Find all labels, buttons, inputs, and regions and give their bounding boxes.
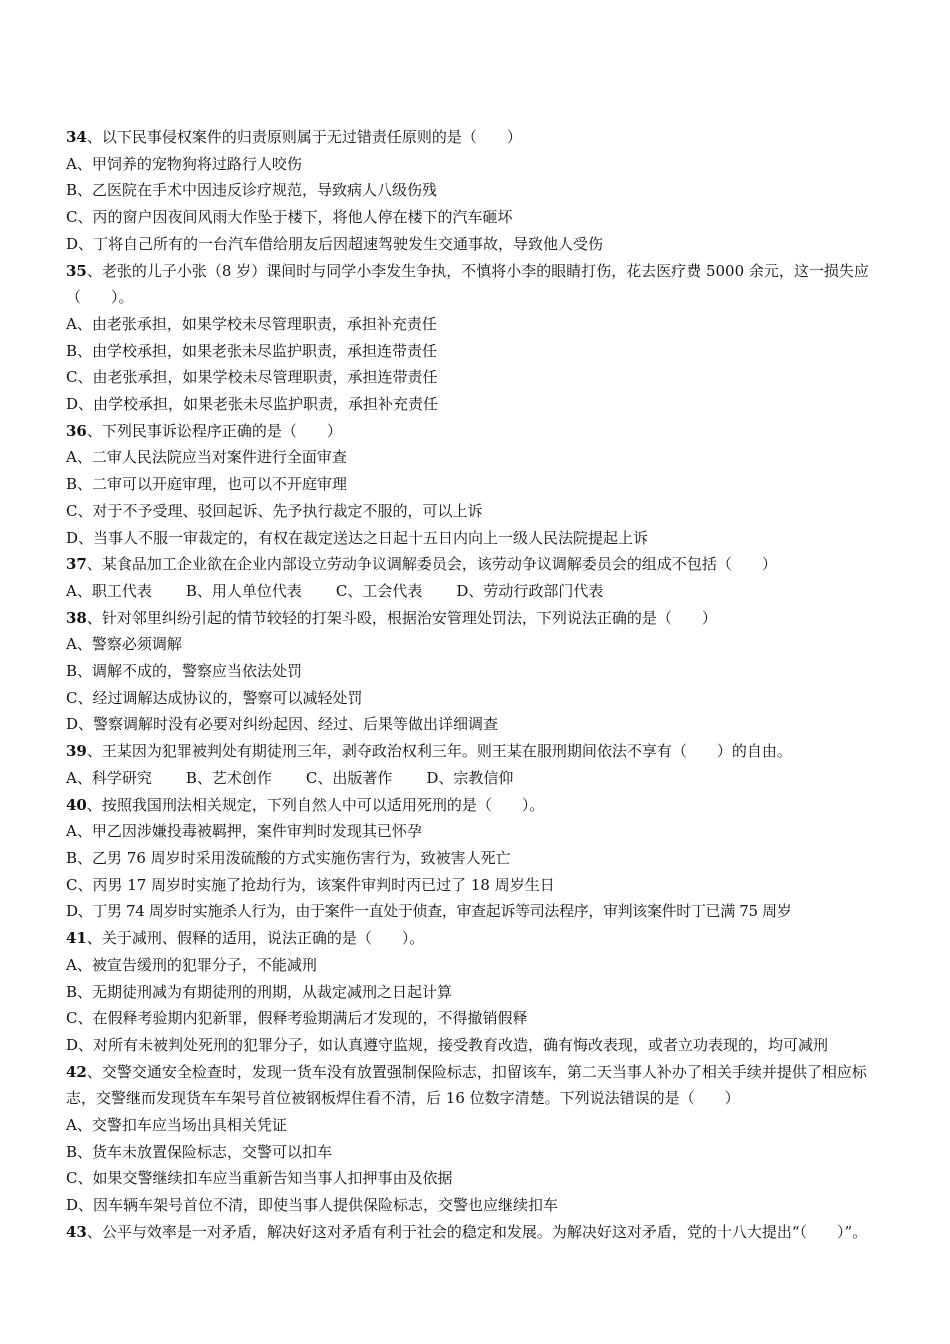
option-a: A、职工代表 [66,581,152,600]
option-c: C、出版著作 [305,768,393,787]
option-b: B、二审可以开庭审理，也可以不开庭审理 [66,475,348,494]
question-36 [66,418,886,552]
option-c: C、工会代表 [335,581,423,600]
option-d: D、宗教信仰 [426,768,514,787]
option-d: D、丁男 74 周岁时实施杀人行为，由于案件一直处于侦查，审查起诉等司法程序，审判该案件时丁已满 75 周岁 [66,902,792,921]
question-stem: 43、公平与效率是一对矛盾，解决好这对矛盾有利于社会的稳定和发展。为解决好这对矛盾，党的十八大提出“（ ）”。 [66,1222,868,1241]
option-b: B、货车未放置保险标志，交警可以扣车 [66,1142,333,1161]
option-a: A、甲乙因涉嫌投毒被羁押，案件审判时发现其已怀孕 [66,822,422,841]
question-stem: 41、关于减刑、假释的适用，说法正确的是（ ）。 [66,929,425,948]
option-c: C、丙的窗户因夜间风雨大作坠于楼下，将他人停在楼下的汽车砸坏 [66,208,513,227]
option-b: B、用人单位代表 [185,581,302,600]
option-c: C、由老张承担，如果学校未尽管理职责，承担连带责任 [66,368,438,387]
option-d: D、警察调解时没有必要对纠纷起因、经过、后果等做出详细调查 [66,715,499,734]
option-a: A、警察必须调解 [66,635,182,654]
question-stem: 38、针对邻里纠纷引起的情节较轻的打架斗殴，根据治安管理处罚法，下列说法正确的是（ ） [66,608,717,627]
option-a: A、由老张承担，如果学校未尽管理职责，承担补充责任 [66,314,437,333]
question-stem: 40、按照我国刑法相关规定，下列自然人中可以适用死刑的是（ ）。 [66,795,545,814]
option-c: C、在假释考验期内犯新罪，假释考验期满后才发现的，不得撤销假释 [66,1009,528,1028]
option-d: D、对所有未被判处死刑的犯罪分子，如认真遵守监规，接受教育改造，确有悔改表现，或者立功表现的，均可减刑 [66,1035,829,1054]
question-stem: 37、某食品加工企业欲在企业内部设立劳动争议调解委员会，该劳动争议调解委员会的组成不包括（ ） [66,555,777,574]
option-b: B、调解不成的，警察应当依法处罚 [66,662,303,681]
option-d: D、由学校承担，如果老张未尽监护职责，承担补充责任 [66,395,439,414]
exam-page [66,124,886,1246]
question-stem: 34、以下民事侵权案件的归责原则属于无过错责任原则的是（ ） [66,128,522,146]
inline-options [66,765,886,792]
option-d: D、劳动行政部门代表 [456,581,604,600]
option-b: B、无期徒刑减为有期徒刑的刑期，从裁定减刑之日起计算 [66,982,453,1001]
option-a: A、交警扣车应当场出具相关凭证 [66,1116,287,1135]
question-43 [66,1219,886,1246]
option-c: C、丙男 17 周岁时实施了抢劫行为，该案件审判时丙已过了 18 周岁生日 [66,875,555,894]
option-c: C、经过调解达成协议的，警察可以减轻处罚 [66,688,363,707]
question-35 [66,258,886,418]
inline-options [66,578,886,605]
question-38 [66,605,886,739]
option-d: D、丁将自己所有的一台汽车借给朋友后因超速驾驶发生交通事故，导致他人受伤 [66,234,604,253]
question-41 [66,925,886,1059]
option-d: D、因车辆车架号首位不清，即使当事人提供保险标志，交警也应继续扣车 [66,1196,559,1215]
option-a: A、二审人民法院应当对案件进行全面审查 [66,448,347,467]
option-a: A、科学研究 [66,768,152,787]
option-c: C、对于不予受理、驳回起诉、先予执行裁定不服的，可以上诉 [66,501,483,520]
question-stem: 35、老张的儿子小张（8 岁）课间时与同学小李发生争执，不慎将小李的眼睛打伤，花去医疗费 5000 余元，这一损失应（ ）。 [66,261,869,307]
option-b: B、乙男 76 周岁时采用泼硫酸的方式实施伤害行为，致被害人死亡 [66,848,511,867]
option-b: B、乙医院在手术中因违反诊疗规范，导致病人八级伤残 [66,181,438,200]
question-34 [66,124,886,258]
question-stem: 42、交警交通安全检查时，发现一货车没有放置强制保险标志，扣留该车，第二天当事人补办了相关手续并提供了相应标志，交警继而发现货车车架号首位被钢板焊住看不清，后 16 位数字清楚。下列说法错误的是（ ） [66,1062,867,1108]
question-39 [66,738,886,791]
option-b: B、艺术创作 [185,768,272,787]
question-40 [66,792,886,926]
question-stem: 36、下列民事诉讼程序正确的是（ ） [66,421,342,440]
question-42 [66,1059,886,1219]
option-a: A、被宣告缓刑的犯罪分子，不能减刑 [66,955,317,974]
option-d: D、当事人不服一审裁定的，有权在裁定送达之日起十五日内向上一级人民法院提起上诉 [66,528,649,547]
question-37 [66,551,886,604]
option-b: B、由学校承担，如果老张未尽监护职责，承担连带责任 [66,341,438,360]
option-c: C、如果交警继续扣车应当重新告知当事人扣押事由及依据 [66,1169,453,1188]
option-a: A、甲饲养的宠物狗将过路行人咬伤 [66,154,302,173]
question-stem: 39、王某因为犯罪被判处有期徒刑三年，剥夺政治权利三年。则王某在服刑期间依法不享有（ ）的自由。 [66,742,792,761]
